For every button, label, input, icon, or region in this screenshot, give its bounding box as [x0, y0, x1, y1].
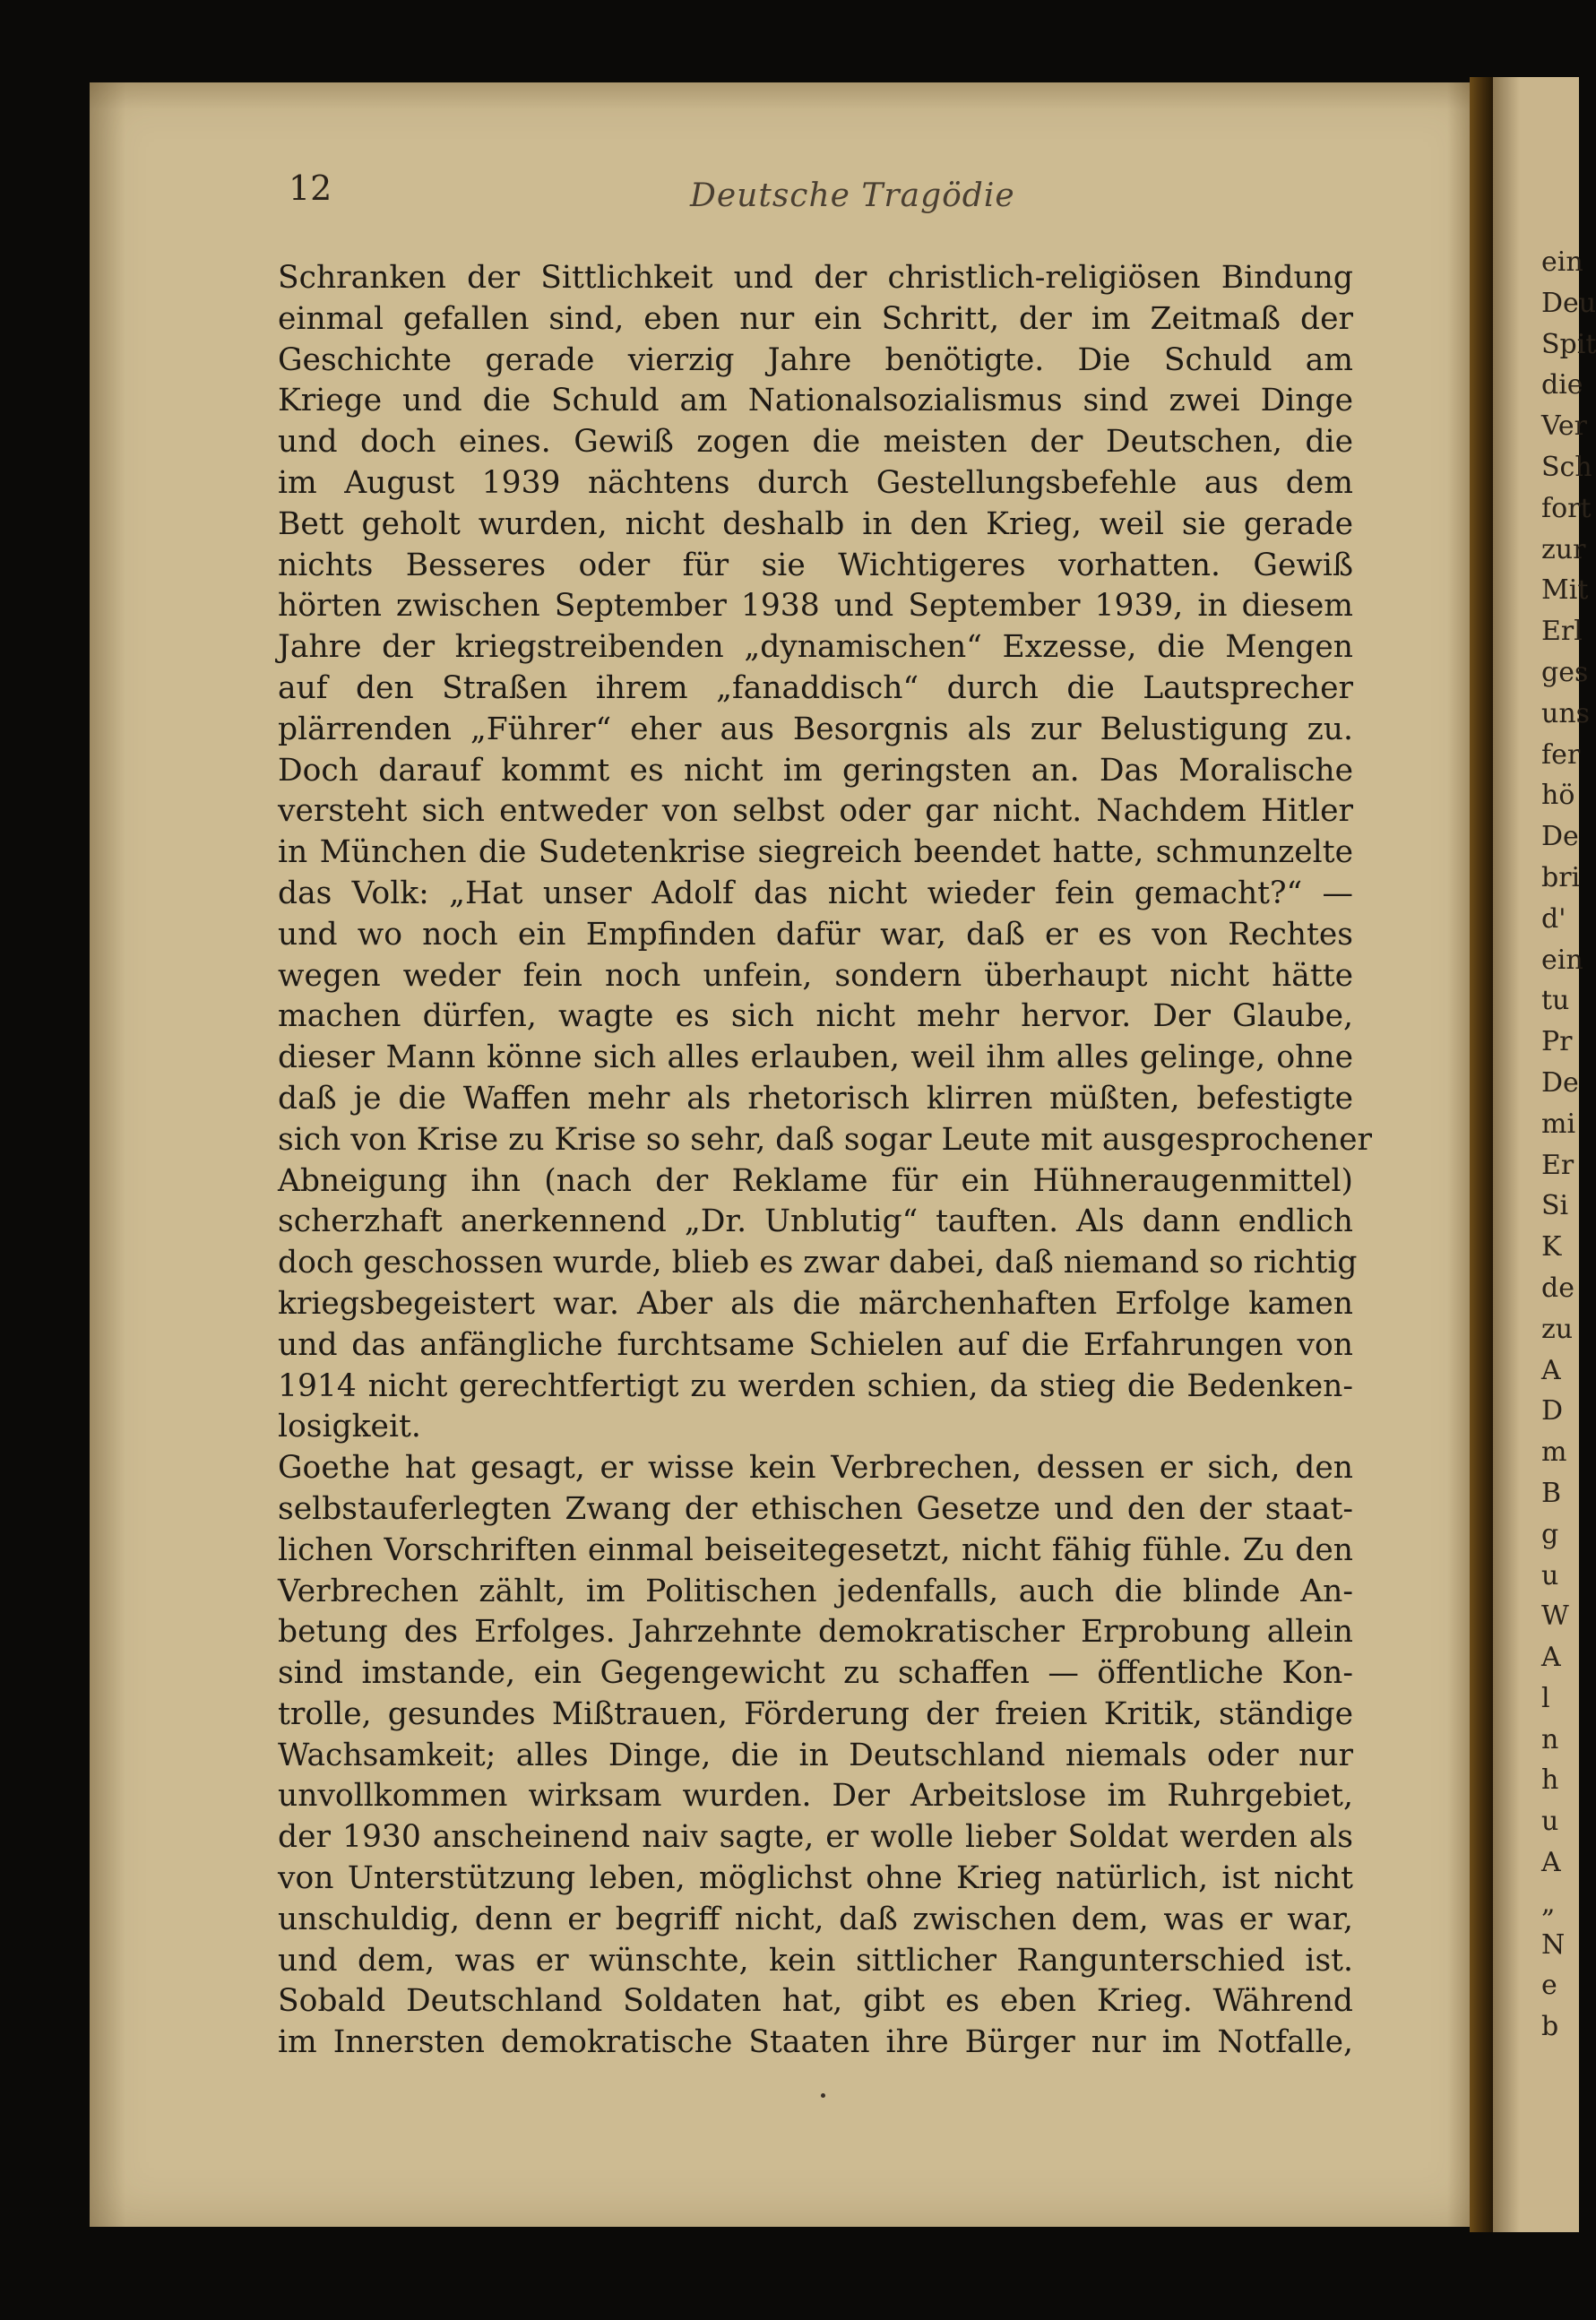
edge-fragment: zur	[1541, 533, 1586, 565]
edge-fragment: b	[1541, 2011, 1559, 2043]
text-line: losigkeit.	[278, 1409, 421, 1445]
body-text	[278, 258, 1373, 2064]
text-line: der 1930 anscheinend naiv sagte, er wolle lieber Soldat werden als	[278, 1819, 1353, 1856]
text-line: und das anfängliche furchtsame Schielen auf die Erfahrungen von	[278, 1326, 1353, 1363]
text-line: Schranken der Sittlichkeit und der christlich-religiösen Bindung	[278, 260, 1353, 296]
edge-fragment: u	[1541, 1806, 1559, 1838]
text-line: plärrenden „Führer“ eher aus Besorgnis als zur Belustigung zu.	[278, 711, 1353, 747]
edge-fragment: mi	[1541, 1108, 1576, 1140]
text-line: machen dürfen, wagte es sich nicht mehr hervor. Der Glaube,	[278, 998, 1353, 1035]
edge-fragment: B	[1541, 1477, 1562, 1509]
edge-fragment: W	[1541, 1600, 1569, 1633]
text-line: versteht sich entweder von selbst oder gar nicht. Nachdem Hitler	[278, 793, 1353, 830]
edge-fragment: tu	[1541, 985, 1570, 1017]
page-number: 12	[289, 168, 332, 208]
edge-fragment: bri	[1541, 861, 1581, 893]
edge-fragment: A	[1541, 1354, 1561, 1386]
edge-fragment: h	[1541, 1764, 1559, 1797]
text-line: einmal gefallen sind, eben nur ein Schritt, der im Zeitmaß der	[278, 300, 1353, 337]
edge-fragment: Deu	[1541, 287, 1596, 319]
edge-fragment: zu	[1541, 1313, 1574, 1345]
page-speck	[821, 2093, 825, 2098]
text-line: Kriege und die Schuld am Nationalsozialismus sind zwei Dinge	[278, 383, 1353, 419]
edge-fragment: hö	[1541, 780, 1575, 812]
edge-fragment: Mit	[1541, 574, 1589, 607]
text-line: wegen weder fein noch unfein, sondern überhaupt nicht hätte	[278, 957, 1353, 994]
text-line: betung des Erfolges. Jahrzehnte demokratischer Erprobung allein	[278, 1614, 1353, 1651]
edge-fragment: e	[1541, 1970, 1557, 2002]
text-line: unschuldig, denn er begriff nicht, daß zwischen dem, was er war,	[278, 1901, 1353, 1937]
text-line: nichts Besseres oder für sie Wichtigeres vorhatten. Gewiß	[278, 547, 1353, 583]
text-line: trolle, gesundes Mißtrauen, Förderung der freien Kritik, ständige	[278, 1695, 1353, 1732]
edge-fragment: De	[1541, 821, 1579, 853]
edge-fragment: fer	[1541, 738, 1581, 771]
text-line: lichen Vorschriften einmal beiseitegesetzt, nicht fähig fühle. Zu den	[278, 1531, 1353, 1568]
edge-fragment: Si	[1541, 1190, 1569, 1222]
text-line: in München die Sudetenkrise siegreich beendet hatte, schmunzelte	[278, 834, 1353, 871]
book-gutter	[1470, 77, 1493, 2232]
text-line: Bett geholt wurden, nicht deshalb in den Krieg, weil sie gerade	[278, 505, 1353, 542]
edge-fragment: D	[1541, 1395, 1564, 1427]
text-line: Abneigung ihn (nach der Reklame für ein Hühneraugenmittel)	[278, 1162, 1353, 1199]
text-line: daß je die Waffen mehr als rhetorisch klirren müßten, befestigte	[278, 1080, 1353, 1117]
text-line: doch geschossen wurde, blieb es zwar dabei, daß niemand so richtig	[278, 1245, 1358, 1281]
edge-fragment: fort	[1541, 492, 1592, 524]
edge-fragment: uns	[1541, 697, 1591, 729]
edge-fragment: Sch	[1541, 451, 1592, 483]
edge-fragment: De	[1541, 1066, 1579, 1099]
edge-fragment: ein	[1541, 944, 1583, 976]
edge-fragment: Pr	[1541, 1026, 1573, 1058]
edge-fragment: A	[1541, 1642, 1561, 1674]
edge-fragment: Ver	[1541, 410, 1588, 443]
edge-fragment: Spit	[1541, 328, 1596, 360]
text-line: unvollkommen wirksam wurden. Der Arbeitslose im Ruhrgebiet,	[278, 1778, 1353, 1815]
edge-fragment: Erl	[1541, 616, 1583, 648]
text-line: scherzhaft anerkennend „Dr. Unblutig“ tauften. Als dann endlich	[278, 1203, 1353, 1240]
edge-fragment: d'	[1541, 902, 1566, 935]
edge-fragment: l	[1541, 1682, 1550, 1714]
text-line: hörten zwischen September 1938 und September 1939, in diesem	[278, 588, 1353, 625]
text-line: dieser Mann könne sich alles erlauben, weil ihm alles gelinge, ohne	[278, 1039, 1353, 1076]
text-line: auf den Straßen ihrem „fanaddisch“ durch die Lautsprecher	[278, 669, 1353, 706]
text-line: Verbrechen zählt, im Politischen jedenfalls, auch die blinde An-	[278, 1573, 1353, 1609]
text-line: im August 1939 nächtens durch Gestellungsbefehle aus dem	[278, 464, 1353, 501]
text-line: das Volk: „Hat unser Adolf das nicht wieder fein gemacht?“ —	[278, 875, 1353, 911]
edge-fragment: ein	[1541, 246, 1583, 278]
text-line: sind imstande, ein Gegengewicht zu schaffen — öffentliche Kon-	[278, 1655, 1353, 1692]
edge-fragment: Er	[1541, 1149, 1574, 1181]
text-line: Geschichte gerade vierzig Jahre benötigte. Die Schuld am	[278, 341, 1353, 378]
text-line: und wo noch ein Empfinden dafür war, daß er es von Rechtes	[278, 916, 1353, 953]
edge-fragment: „	[1541, 1887, 1556, 1919]
text-line: Sobald Deutschland Soldaten hat, gibt es eben Krieg. Während	[278, 1983, 1353, 2020]
running-title: Deutsche Tragödie	[690, 177, 1015, 214]
text-line: selbstauferlegten Zwang der ethischen Gesetze und den der staat-	[278, 1490, 1353, 1527]
text-line: sich von Krise zu Krise so sehr, daß sogar Leute mit ausgesprochener	[278, 1121, 1373, 1158]
text-line: 1914 nicht gerechtfertigt zu werden schien, da stieg die Bedenken-	[278, 1367, 1353, 1404]
edge-fragment: ges	[1541, 656, 1589, 688]
edge-fragment: m	[1541, 1436, 1567, 1469]
text-line: und doch eines. Gewiß zogen die meisten der Deutschen, die	[278, 424, 1353, 461]
text-line: von Unterstützung leben, möglichst ohne Krieg natürlich, ist nicht	[278, 1860, 1353, 1897]
edge-fragment: K	[1541, 1231, 1562, 1263]
text-line: im Innersten demokratische Staaten ihre Bürger nur im Notfalle,	[278, 2024, 1353, 2061]
edge-fragment: u	[1541, 1559, 1559, 1591]
edge-fragment: die	[1541, 369, 1583, 401]
edge-fragment: g	[1541, 1518, 1559, 1550]
text-line: Wachsamkeit; alles Dinge, die in Deutschland niemals oder nur	[278, 1737, 1353, 1773]
edge-fragment: N	[1541, 1928, 1566, 1961]
text-line: kriegsbegeistert war. Aber als die märchenhaften Erfolge kamen	[278, 1285, 1353, 1322]
text-line: Goethe hat gesagt, er wisse kein Verbrechen, dessen er sich, den	[278, 1450, 1353, 1487]
edge-fragment: de	[1541, 1272, 1574, 1304]
right-page-text-fragments	[1541, 242, 1596, 2048]
text-line: und dem, was er wünschte, kein sittlicher Rangunterschied ist.	[278, 1942, 1353, 1979]
edge-fragment: n	[1541, 1723, 1559, 1755]
edge-fragment: A	[1541, 1847, 1561, 1879]
text-line: Jahre der kriegstreibenden „dynamischen“ Exzesse, die Mengen	[278, 629, 1353, 666]
text-line: Doch darauf kommt es nicht im geringsten an. Das Moralische	[278, 752, 1353, 789]
